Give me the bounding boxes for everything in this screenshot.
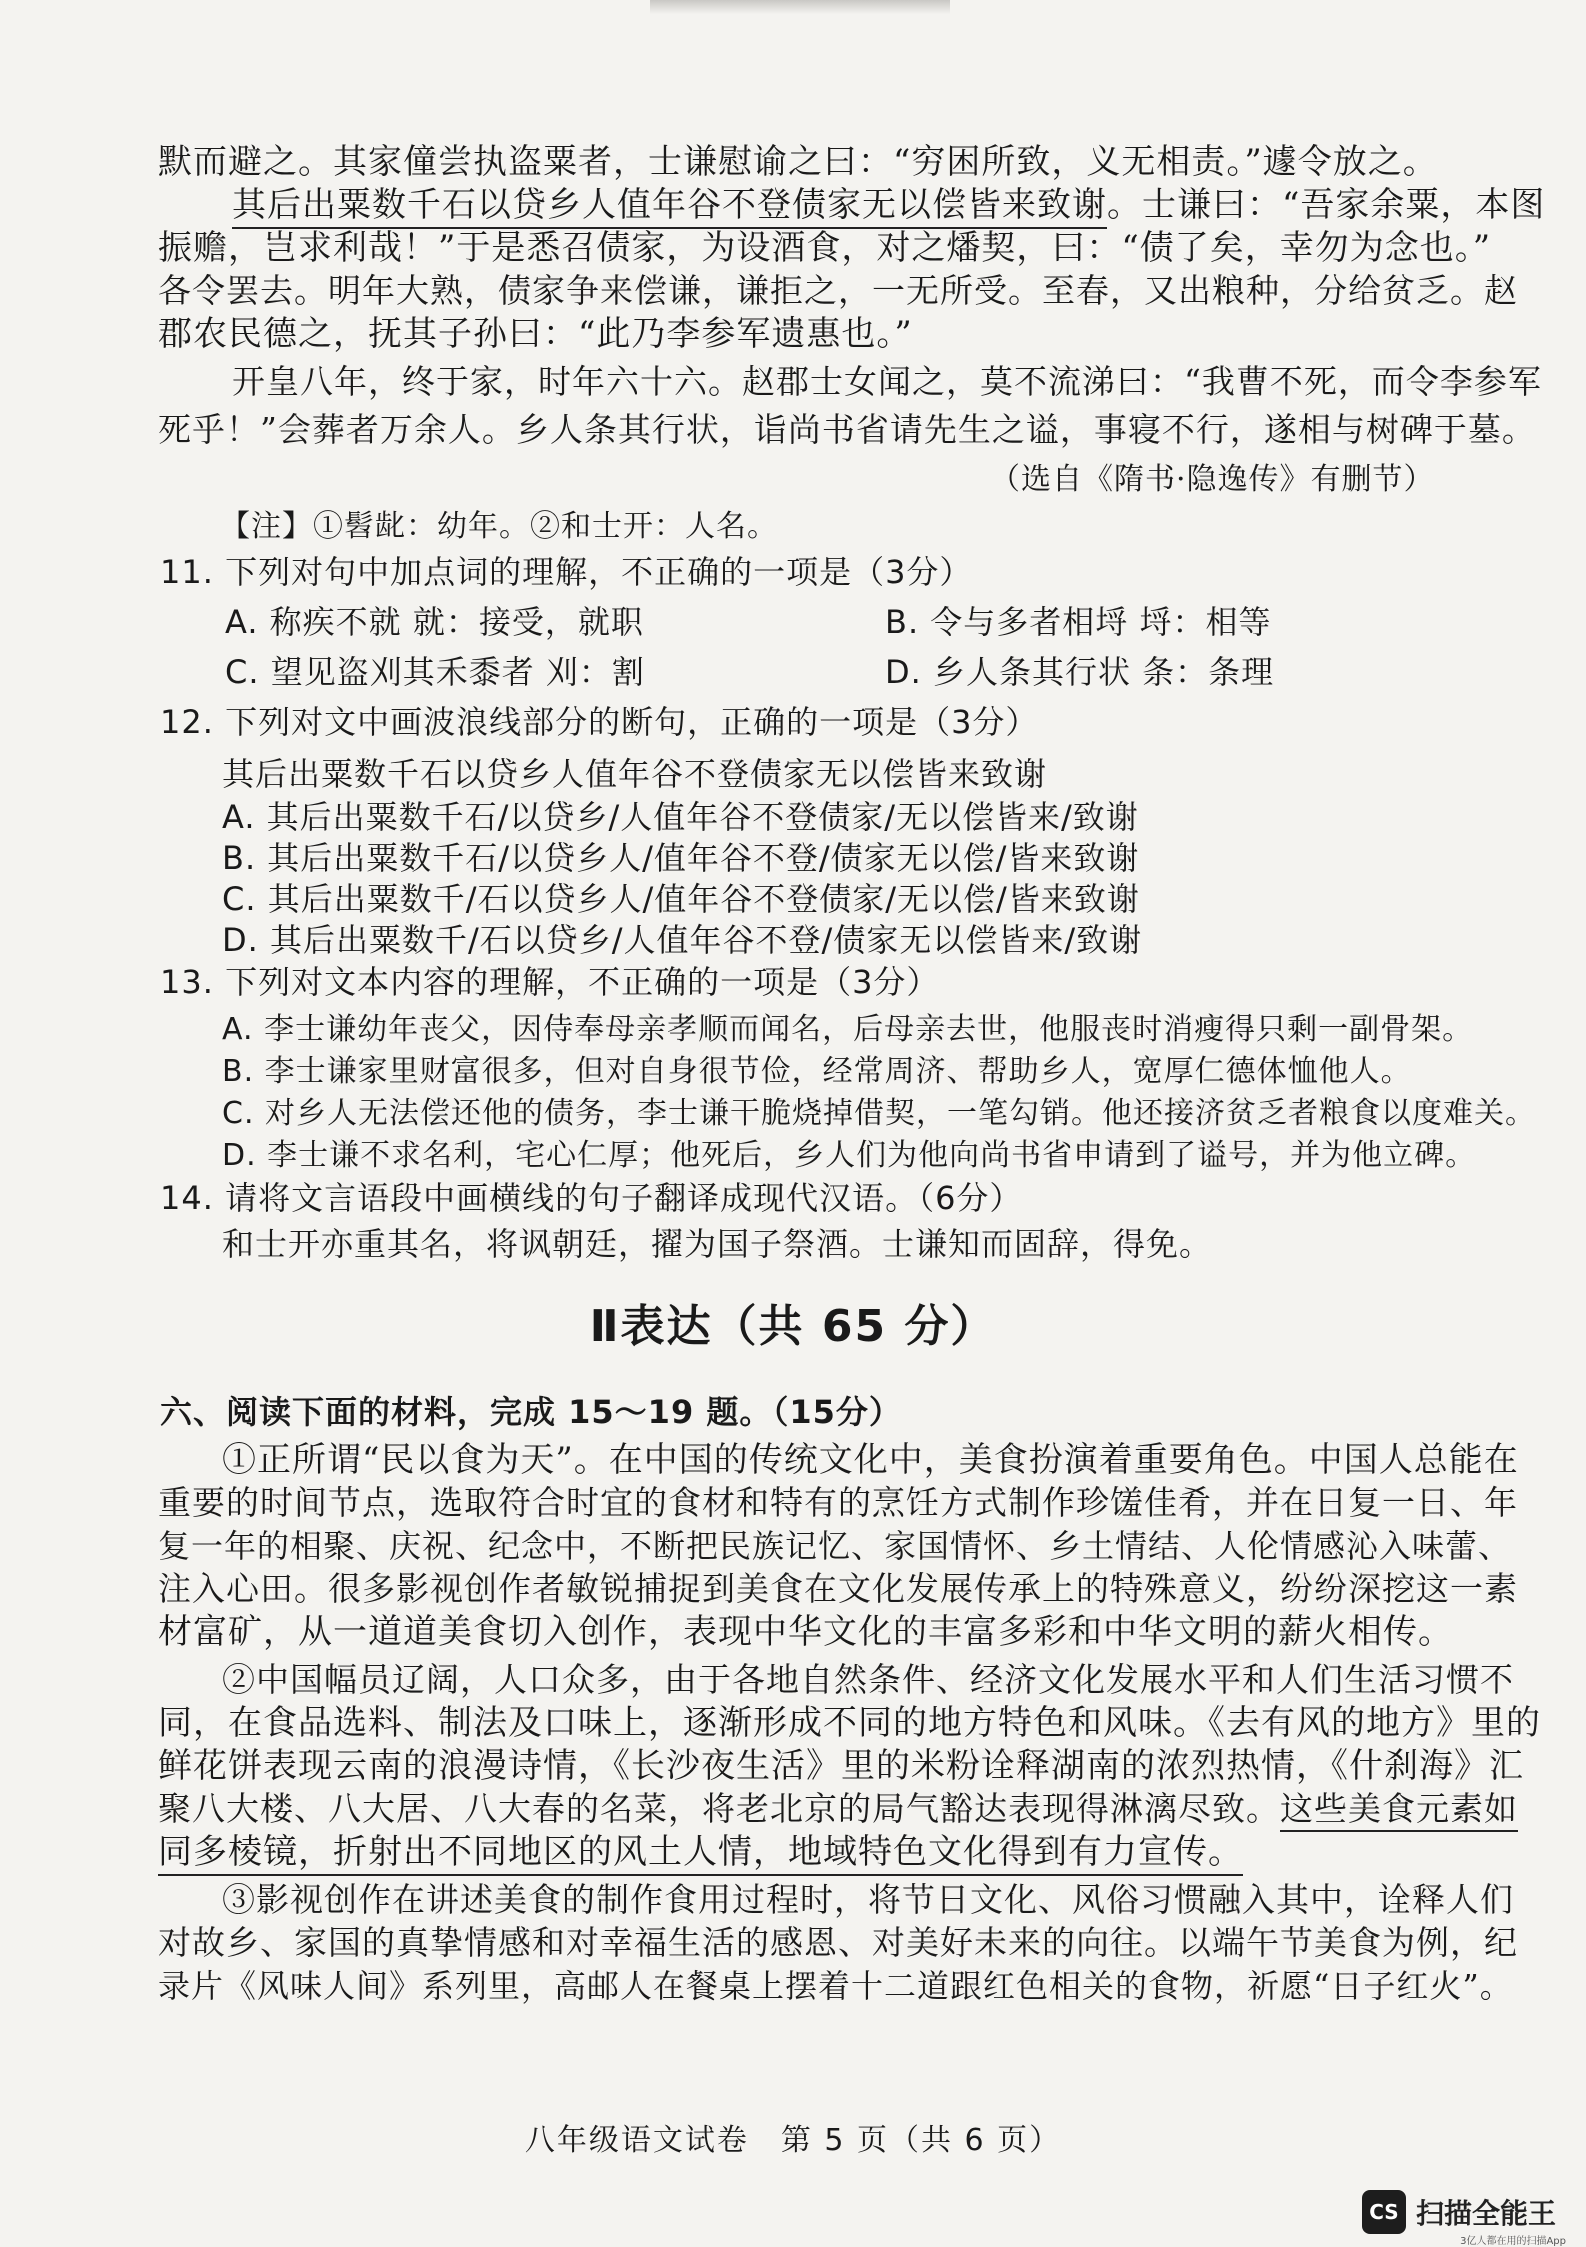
q12-text: 其后出粟数千石以贷乡人值年谷不登债家无以偿皆来致谢 <box>222 755 1048 793</box>
paragraph-line: 注入心田。很多影视创作者敏锐捕捉到美食在文化发展传承上的特殊意义，纷纷深挖这一素 <box>158 1569 1518 1608</box>
paragraph-text: 聚八大楼、八大居、八大春的名菜，将老北京的局气豁达表现得淋漓尽致。 <box>158 1789 1280 1828</box>
passage-line: 开皇八年，终于家，时年六十六。赵郡士女闻之，莫不流涕曰：“我曹不死，而令李参军 <box>232 362 1542 401</box>
underlined-sentence: 同多棱镜，折射出不同地区的风土人情，地域特色文化得到有力宣传。 <box>158 1832 1243 1876</box>
q12-option-b: B. 其后出粟数千石/以贷乡人/值年谷不登/债家无以偿/皆来致谢 <box>222 839 1140 877</box>
passage-note: 【注】①髫龀：幼年。②和士开：人名。 <box>220 509 778 544</box>
part6-stem: 六、阅读下面的材料，完成 15～19 题。（15分） <box>160 1393 902 1431</box>
underlined-sentence: 其后出粟数千石以贷乡人值年谷不登债家无以偿皆来致谢 <box>232 185 1107 229</box>
q13-option-c: C. 对乡人无法偿还他的债务，李士谦干脆烧掉借契，一笔勾销。他还接济贫乏者粮食以度难关。 <box>222 1096 1537 1131</box>
q12-option-c: C. 其后出粟数千/石以贷乡人/值年谷不登债家/无以偿/皆来致谢 <box>222 880 1140 918</box>
q12-option-a: A. 其后出粟数千石/以贷乡/人值年谷不登债家/无以偿皆来/致谢 <box>222 798 1139 836</box>
paragraph-line: ①正所谓“民以食为天”。在中国的传统文化中，美食扮演着重要角色。中国人总能在 <box>222 1440 1519 1480</box>
q11-option-a: A. 称疾不就 就：接受，就职 <box>225 603 644 641</box>
camscanner-tagline: 3亿人都在用的扫描App <box>1460 2236 1566 2247</box>
question-12-stem: 12. 下列对文中画波浪线部分的断句，正确的一项是（3分） <box>160 703 1039 741</box>
passage-line: 郡农民德之，抚其子孙曰：“此乃李参军遗惠也。” <box>158 314 913 354</box>
q11-option-c: C. 望见盗刈其禾黍者 刈：割 <box>225 653 645 691</box>
underlined-sentence: 这些美食元素如 <box>1280 1789 1518 1832</box>
passage-line: 默而避之。其家僮尝执盗粟者，士谦慰谕之曰：“穷困所致，义无相责。”遽令放之。 <box>158 142 1438 182</box>
q13-option-d: D. 李士谦不求名利，宅心仁厚；他死后，乡人们为他向尚书省申请到了谥号，并为他立碑。 <box>222 1138 1477 1173</box>
paragraph-line <box>158 1830 1243 1874</box>
passage-line: 振赡，岂求利哉！”于是悉召债家，为设酒食，对之燔契，曰：“债了矣，幸勿为念也。” <box>158 228 1492 268</box>
scan-shadow <box>650 0 950 14</box>
q14-text: 和士开亦重其名，将讽朝廷，擢为国子祭酒。士谦知而固辞，得免。 <box>222 1225 1213 1263</box>
passage-line <box>232 183 1545 227</box>
paragraph-line: 鲜花饼表现云南的浪漫诗情，《长沙夜生活》里的米粉诠释湖南的浓烈热情，《什刹海》汇 <box>158 1746 1524 1786</box>
paragraph-line: 同，在食品选料、制法及口味上，逐渐形成不同的地方特色和风味。《去有风的地方》里的 <box>158 1703 1541 1743</box>
passage-source: （选自《隋书·隐逸传》有删节） <box>990 462 1435 497</box>
camscanner-logo-icon: CS <box>1362 2190 1406 2234</box>
paragraph-line: 材富矿，从一道道美食切入创作，表现中华文化的丰富多彩和中华文明的薪火相传。 <box>158 1612 1453 1652</box>
scanner-watermark <box>1362 2190 1556 2234</box>
paragraph-line: ②中国幅员辽阔，人口众多，由于各地自然条件、经济文化发展水平和人们生活习惯不 <box>222 1660 1514 1699</box>
paragraph-line: 对故乡、家国的真挚情感和对幸福生活的感恩、对美好未来的向往。以端午节美食为例，纪 <box>158 1923 1518 1962</box>
q13-option-b: B. 李士谦家里财富很多，但对自身很节俭，经常周济、帮助乡人，宽厚仁德体恤他人。 <box>222 1054 1412 1089</box>
page-footer: 八年级语文试卷 第 5 页（共 6 页） <box>524 2123 1062 2158</box>
camscanner-app-name: 扫描全能王 <box>1415 2197 1556 2230</box>
q11-option-b: B. 令与多者相埒 埒：相等 <box>885 603 1272 641</box>
paragraph-line: 重要的时间节点，选取符合时宜的食材和特有的烹饪方式制作珍馐佳肴，并在日复一日、年 <box>158 1483 1518 1522</box>
paragraph-line: ③影视创作在讲述美食的制作食用过程时，将节日文化、风俗习惯融入其中，诠释人们 <box>222 1880 1514 1919</box>
q13-option-a: A. 李士谦幼年丧父，因侍奉母亲孝顺而闻名，后母亲去世，他服丧时消瘦得只剩一副骨架。 <box>222 1012 1474 1047</box>
passage-text: 。士谦曰：“吾家余粟，本图 <box>1107 185 1546 225</box>
paragraph-line: 录片《风味人间》系列里，高邮人在餐桌上摆着十二道跟红色相关的食物，祈愿“日子红火”。 <box>158 1967 1513 2005</box>
passage-line: 各令罢去。明年大熟，债家争来偿谦，谦拒之，一无所受。至春，又出粮种，分给贫乏。赵 <box>158 271 1518 310</box>
question-11-stem: 11. 下列对句中加点词的理解，不正确的一项是（3分） <box>160 553 973 591</box>
q11-option-d: D. 乡人条其行状 条：条理 <box>885 653 1275 691</box>
question-14-stem: 14. 请将文言语段中画横线的句子翻译成现代汉语。（6分） <box>160 1179 1023 1217</box>
passage-line: 死乎！”会葬者万余人。乡人条其行状，诣尚书省请先生之谥，事寝不行，遂相与树碑于墓。 <box>158 410 1536 449</box>
q12-option-d: D. 其后出粟数千/石以贷乡/人值年谷不登/债家无以偿皆来/致谢 <box>222 921 1143 959</box>
question-13-stem: 13. 下列对文本内容的理解，不正确的一项是（3分） <box>160 963 940 1001</box>
paragraph-line <box>158 1787 1518 1831</box>
paragraph-line: 复一年的相聚、庆祝、纪念中，不断把民族记忆、家国情怀、乡土情结、人伦情感沁入味蕾、 <box>158 1527 1512 1565</box>
section-title: Ⅱ表达（共 65 分） <box>589 1301 997 1352</box>
